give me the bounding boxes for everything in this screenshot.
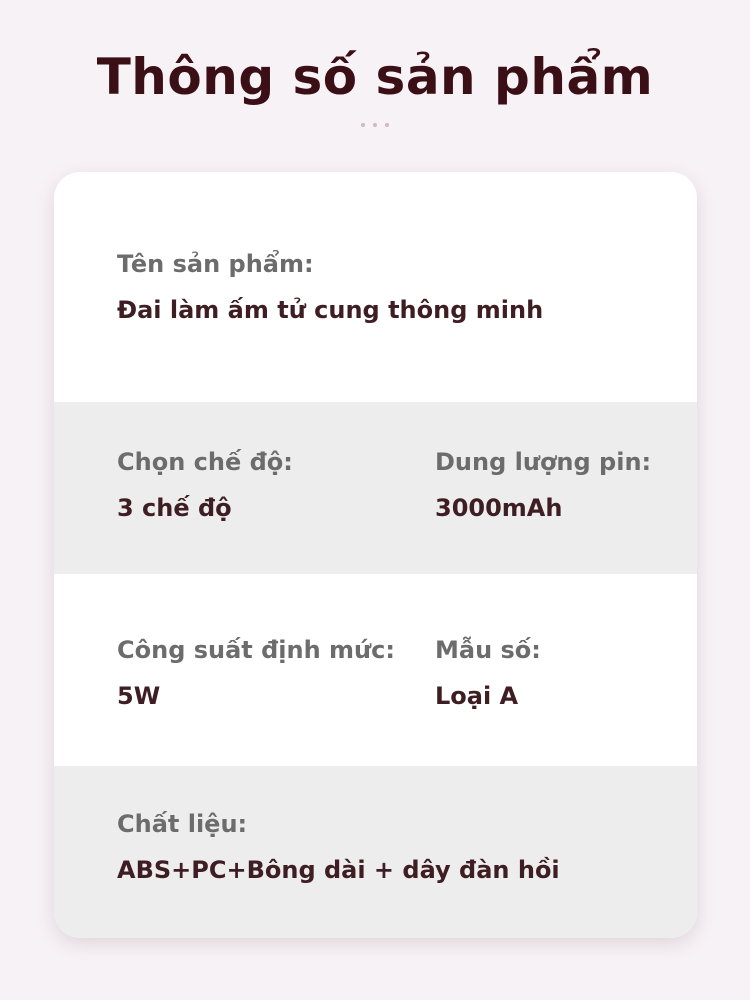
spec-row-material [54,766,697,938]
spec-model [435,634,541,712]
spec-product-name [117,248,543,326]
spec-value: Đai làm ấm tử cung thông minh [117,296,544,324]
spec-power [117,634,395,712]
spec-value: Loại A [435,682,519,710]
spec-label: Chọn chế độ: [117,448,293,476]
spec-mode [117,446,293,524]
spec-label: Chất liệu: [117,810,248,838]
spec-value: 3000mAh [435,494,563,522]
divider-dot [361,123,365,127]
spec-battery [435,446,651,524]
spec-label: Công suất định mức: [117,636,395,664]
spec-value: 5W [117,682,161,710]
spec-row-product-name [54,172,697,402]
title-divider-dots [0,123,750,127]
spec-value: 3 chế độ [117,494,232,522]
spec-row-power-model [54,574,697,766]
spec-label: Tên sản phẩm: [117,250,314,278]
divider-dot [373,123,377,127]
spec-card [54,172,697,938]
spec-label: Mẫu số: [435,636,541,664]
spec-label: Dung lượng pin: [435,448,652,476]
spec-value: ABS+PC+Bông dài + dây đàn hồi [117,856,560,884]
divider-dot [385,123,389,127]
page-title: Thông số sản phẩm [96,48,654,106]
spec-row-mode-battery [54,402,697,574]
spec-material [117,808,560,886]
